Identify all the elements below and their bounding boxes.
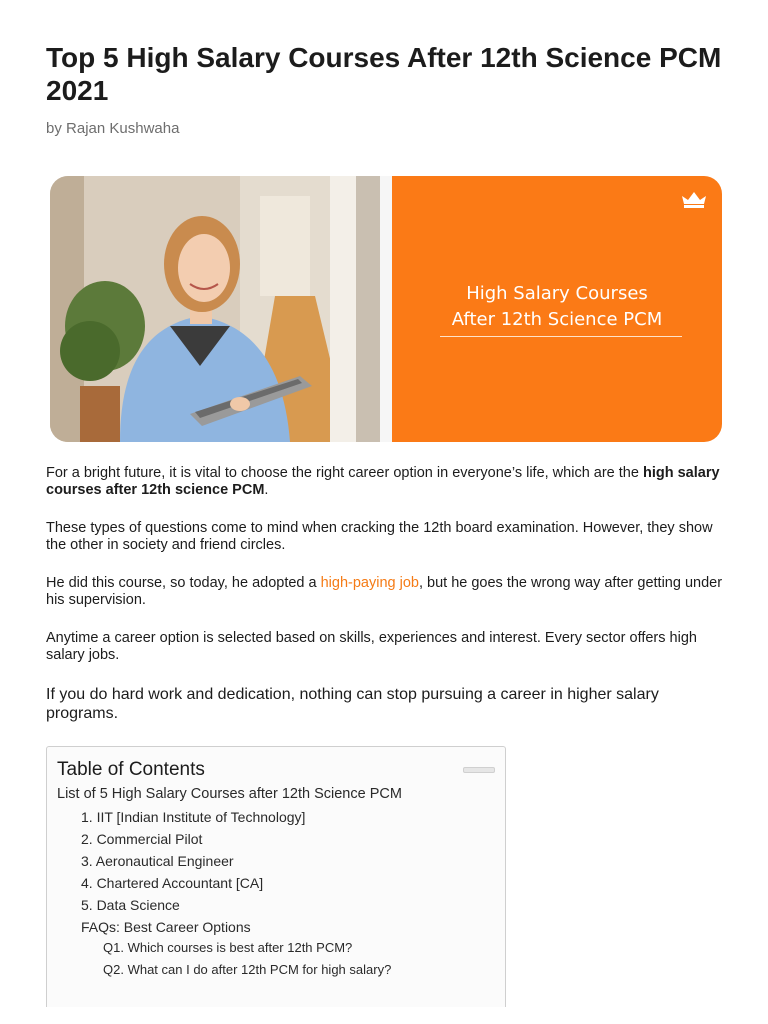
hero-title-line1: High Salary Courses — [466, 283, 648, 304]
high-paying-job-link[interactable]: high-paying job — [320, 575, 419, 591]
toc-faq-q1[interactable]: Q1. Which courses is best after 12th PCM? — [103, 940, 353, 955]
author-link[interactable]: Rajan Kushwaha — [66, 120, 180, 137]
paragraph-2: These types of questions come to mind when cracking the 12th board examination. However, they show the other in society and friend circles. — [46, 520, 713, 553]
article-title: Top 5 High Salary Courses After 12th Science PCM 2021 — [46, 42, 722, 106]
hero-underline — [440, 336, 682, 337]
woman-with-laptop-illustration — [50, 176, 380, 442]
hero-image — [50, 176, 722, 442]
paragraph-3-end: , but he goes the wrong way after getting under his supervision. — [46, 575, 723, 608]
paragraph-5: If you do hard work and dedication, nothing can stop pursuing a career in higher salary programs. — [46, 686, 659, 722]
paragraph-1-bold: high salary courses after 12th science PCM — [46, 465, 720, 498]
toc-item-chartered-accountant[interactable]: 4. Chartered Accountant [CA] — [81, 875, 264, 891]
toc-toggle-button[interactable] — [463, 767, 495, 773]
byline-prefix: by — [46, 120, 62, 137]
toc-item-aeronautical-engineer[interactable]: 3. Aeronautical Engineer — [81, 853, 234, 869]
paragraph-4: Anytime a career option is selected based on skills, experiences and interest. Every sector offers high salary jobs. — [46, 630, 697, 663]
toc-item-iit[interactable]: 1. IIT [Indian Institute of Technology] — [81, 809, 306, 825]
paragraph-1 — [46, 465, 726, 499]
toc-item-commercial-pilot[interactable]: 2. Commercial Pilot — [81, 831, 203, 847]
paragraph-3 — [46, 575, 726, 609]
toc-title: Table of Contents — [57, 759, 205, 780]
byline — [46, 120, 179, 137]
paragraph-3-start: He did this course, so today, he adopted a — [46, 575, 321, 591]
hero-photo — [50, 176, 380, 442]
image-divider — [380, 176, 392, 442]
table-of-contents — [46, 746, 506, 1007]
toc-item-data-science[interactable]: 5. Data Science — [81, 897, 180, 913]
crown-icon — [680, 190, 708, 208]
paragraph-1-text: For a bright future, it is vital to choose the right career option in everyone’s life, which are the — [46, 465, 643, 481]
toc-faq-heading[interactable]: FAQs: Best Career Options — [81, 919, 251, 935]
paragraph-1-end: . — [264, 482, 269, 498]
hero-title-line2: After 12th Science PCM — [451, 309, 663, 330]
toc-heading-link[interactable]: List of 5 High Salary Courses after 12th Science PCM — [57, 786, 402, 802]
hero-banner — [392, 176, 722, 442]
toc-faq-q2[interactable]: Q2. What can I do after 12th PCM for high salary? — [103, 962, 392, 977]
